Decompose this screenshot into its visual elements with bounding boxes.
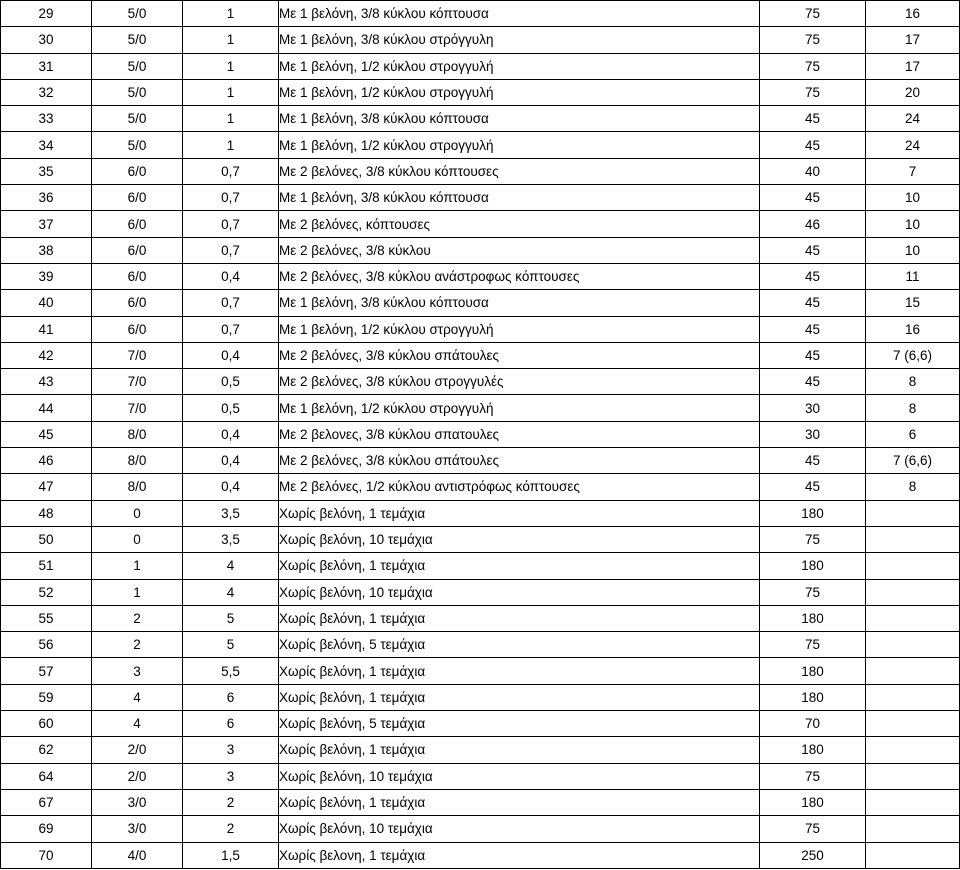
cell-description: Χωρίς βελόνη, 10 τεμάχια <box>279 526 760 552</box>
cell-code: 62 <box>1 737 92 763</box>
cell-length: 0,7 <box>183 185 279 211</box>
cell-size: 4/0 <box>92 842 183 868</box>
cell-description: Με 2 βελόνες, 1/2 κύκλου αντιστρόφως κόπτουσες <box>279 474 760 500</box>
cell-value-a: 46 <box>760 211 866 237</box>
cell-description: Με 2 βελόνες, 3/8 κύκλου σπάτουλες <box>279 342 760 368</box>
cell-description: Με 2 βελόνες, 3/8 κύκλου κόπτουσες <box>279 158 760 184</box>
cell-size: 5/0 <box>92 1 183 27</box>
cell-size: 6/0 <box>92 237 183 263</box>
cell-code: 70 <box>1 842 92 868</box>
cell-description: Χωρίς βελόνη, 1 τεμάχια <box>279 737 760 763</box>
cell-description: Με 2 βελόνες, 3/8 κύκλου ανάστροφως κόπτουσες <box>279 263 760 289</box>
cell-length: 6 <box>183 684 279 710</box>
table-row <box>1 237 960 263</box>
cell-value-a: 45 <box>760 474 866 500</box>
cell-description: Χωρίς βελόνη, 5 τεμάχια <box>279 711 760 737</box>
cell-length: 0,4 <box>183 342 279 368</box>
cell-length: 4 <box>183 579 279 605</box>
cell-code: 36 <box>1 185 92 211</box>
table-row <box>1 579 960 605</box>
cell-value-b <box>866 737 960 763</box>
cell-code: 31 <box>1 53 92 79</box>
cell-code: 64 <box>1 763 92 789</box>
cell-size: 8/0 <box>92 421 183 447</box>
cell-size: 1 <box>92 553 183 579</box>
cell-value-a: 45 <box>760 448 866 474</box>
cell-length: 3 <box>183 763 279 789</box>
table-row <box>1 290 960 316</box>
cell-value-a: 45 <box>760 106 866 132</box>
cell-value-b: 7 <box>866 158 960 184</box>
cell-size: 4 <box>92 684 183 710</box>
cell-value-b: 20 <box>866 79 960 105</box>
cell-length: 6 <box>183 711 279 737</box>
cell-code: 55 <box>1 605 92 631</box>
cell-code: 50 <box>1 526 92 552</box>
cell-size: 5/0 <box>92 53 183 79</box>
cell-value-a: 75 <box>760 53 866 79</box>
table-row <box>1 605 960 631</box>
table-row <box>1 816 960 842</box>
table-row <box>1 789 960 815</box>
table-row <box>1 211 960 237</box>
cell-length: 1 <box>183 132 279 158</box>
cell-size: 3/0 <box>92 789 183 815</box>
cell-code: 48 <box>1 500 92 526</box>
cell-code: 59 <box>1 684 92 710</box>
cell-size: 5/0 <box>92 79 183 105</box>
cell-description: Με 1 βελόνη, 3/8 κύκλου κόπτουσα <box>279 1 760 27</box>
cell-description: Με 1 βελόνη, 3/8 κύκλου στρόγγυλη <box>279 27 760 53</box>
cell-length: 0,4 <box>183 448 279 474</box>
table-row <box>1 316 960 342</box>
table-row <box>1 684 960 710</box>
cell-description: Χωρίς βελόνη, 1 τεμάχια <box>279 500 760 526</box>
cell-value-b <box>866 500 960 526</box>
cell-value-b: 8 <box>866 395 960 421</box>
cell-length: 3 <box>183 737 279 763</box>
cell-code: 39 <box>1 263 92 289</box>
cell-size: 3 <box>92 658 183 684</box>
cell-description: Χωρίς βελόνη, 10 τεμάχια <box>279 816 760 842</box>
cell-value-b: 6 <box>866 421 960 447</box>
cell-code: 29 <box>1 1 92 27</box>
cell-value-b: 8 <box>866 369 960 395</box>
cell-value-b <box>866 553 960 579</box>
cell-value-a: 75 <box>760 79 866 105</box>
cell-value-a: 75 <box>760 579 866 605</box>
cell-size: 5/0 <box>92 27 183 53</box>
cell-description: Χωρίς βελόνη, 10 τεμάχια <box>279 579 760 605</box>
cell-value-a: 30 <box>760 421 866 447</box>
table-row <box>1 342 960 368</box>
cell-value-a: 45 <box>760 369 866 395</box>
cell-value-b <box>866 711 960 737</box>
cell-length: 1 <box>183 53 279 79</box>
cell-description: Με 1 βελόνη, 1/2 κύκλου στρογγυλή <box>279 132 760 158</box>
cell-description: Με 1 βελόνη, 1/2 κύκλου στρογγυλή <box>279 79 760 105</box>
cell-length: 5 <box>183 605 279 631</box>
cell-description: Χωρίς βελόνη, 1 τεμάχια <box>279 605 760 631</box>
cell-value-a: 180 <box>760 789 866 815</box>
cell-value-b <box>866 763 960 789</box>
cell-size: 2/0 <box>92 763 183 789</box>
cell-value-b: 15 <box>866 290 960 316</box>
cell-size: 1 <box>92 579 183 605</box>
cell-size: 4 <box>92 711 183 737</box>
table-body <box>1 1 960 869</box>
cell-description: Με 1 βελόνη, 3/8 κύκλου κόπτουσα <box>279 290 760 316</box>
cell-value-b: 8 <box>866 474 960 500</box>
table-row <box>1 553 960 579</box>
cell-value-a: 180 <box>760 658 866 684</box>
cell-length: 0,4 <box>183 421 279 447</box>
cell-description: Με 1 βελόνη, 3/8 κύκλου κόπτουσα <box>279 106 760 132</box>
cell-code: 37 <box>1 211 92 237</box>
cell-length: 5,5 <box>183 658 279 684</box>
cell-value-a: 75 <box>760 816 866 842</box>
cell-value-b: 7 (6,6) <box>866 342 960 368</box>
cell-length: 1,5 <box>183 842 279 868</box>
cell-description: Χωρίς βελονη, 1 τεμάχια <box>279 842 760 868</box>
cell-length: 3,5 <box>183 500 279 526</box>
cell-description: Με 2 βελόνες, 3/8 κύκλου στρογγυλές <box>279 369 760 395</box>
cell-code: 34 <box>1 132 92 158</box>
table-row <box>1 842 960 868</box>
table-row <box>1 395 960 421</box>
cell-code: 35 <box>1 158 92 184</box>
table-row <box>1 632 960 658</box>
cell-value-b: 10 <box>866 185 960 211</box>
cell-size: 7/0 <box>92 342 183 368</box>
cell-description: Χωρίς βελόνη, 1 τεμάχια <box>279 553 760 579</box>
cell-value-a: 180 <box>760 737 866 763</box>
cell-code: 57 <box>1 658 92 684</box>
cell-description: Χωρίς βελόνη, 1 τεμάχια <box>279 684 760 710</box>
cell-size: 0 <box>92 526 183 552</box>
cell-code: 46 <box>1 448 92 474</box>
cell-size: 5/0 <box>92 132 183 158</box>
cell-size: 8/0 <box>92 448 183 474</box>
cell-length: 0,4 <box>183 263 279 289</box>
cell-code: 56 <box>1 632 92 658</box>
cell-length: 0,4 <box>183 474 279 500</box>
cell-value-b: 17 <box>866 53 960 79</box>
cell-size: 5/0 <box>92 106 183 132</box>
cell-code: 51 <box>1 553 92 579</box>
cell-value-b <box>866 579 960 605</box>
cell-description: Με 1 βελόνη, 1/2 κύκλου στρογγυλή <box>279 53 760 79</box>
cell-size: 6/0 <box>92 263 183 289</box>
cell-code: 52 <box>1 579 92 605</box>
cell-value-a: 75 <box>760 27 866 53</box>
cell-description: Χωρίς βελόνη, 1 τεμάχια <box>279 789 760 815</box>
cell-value-a: 180 <box>760 605 866 631</box>
cell-value-b <box>866 816 960 842</box>
cell-code: 38 <box>1 237 92 263</box>
cell-code: 41 <box>1 316 92 342</box>
table-row <box>1 27 960 53</box>
cell-value-b: 7 (6,6) <box>866 448 960 474</box>
cell-description: Με 1 βελόνη, 3/8 κύκλου κόπτουσα <box>279 185 760 211</box>
cell-value-b: 10 <box>866 237 960 263</box>
cell-size: 2 <box>92 605 183 631</box>
cell-length: 2 <box>183 789 279 815</box>
table-row <box>1 369 960 395</box>
table-row <box>1 737 960 763</box>
table-row <box>1 526 960 552</box>
cell-value-b <box>866 789 960 815</box>
cell-length: 5 <box>183 632 279 658</box>
cell-description: Με 2 βελονες, 3/8 κύκλου σπατουλες <box>279 421 760 447</box>
cell-value-a: 30 <box>760 395 866 421</box>
cell-value-b <box>866 605 960 631</box>
cell-size: 6/0 <box>92 290 183 316</box>
table-row <box>1 132 960 158</box>
cell-value-b: 10 <box>866 211 960 237</box>
cell-value-a: 45 <box>760 316 866 342</box>
cell-value-b: 24 <box>866 106 960 132</box>
cell-length: 0,5 <box>183 369 279 395</box>
table-row <box>1 263 960 289</box>
cell-size: 6/0 <box>92 158 183 184</box>
cell-length: 0,7 <box>183 316 279 342</box>
cell-length: 2 <box>183 816 279 842</box>
cell-value-b <box>866 684 960 710</box>
cell-description: Χωρίς βελόνη, 5 τεμάχια <box>279 632 760 658</box>
cell-value-b: 17 <box>866 27 960 53</box>
cell-code: 43 <box>1 369 92 395</box>
cell-code: 30 <box>1 27 92 53</box>
table-row <box>1 474 960 500</box>
table-row <box>1 53 960 79</box>
cell-length: 0,7 <box>183 237 279 263</box>
cell-size: 6/0 <box>92 211 183 237</box>
cell-description: Χωρίς βελόνη, 10 τεμάχια <box>279 763 760 789</box>
cell-value-b: 11 <box>866 263 960 289</box>
cell-value-a: 180 <box>760 500 866 526</box>
cell-code: 40 <box>1 290 92 316</box>
table-row <box>1 658 960 684</box>
cell-value-a: 180 <box>760 684 866 710</box>
cell-value-a: 70 <box>760 711 866 737</box>
cell-code: 47 <box>1 474 92 500</box>
cell-value-a: 45 <box>760 237 866 263</box>
cell-size: 2/0 <box>92 737 183 763</box>
cell-value-a: 45 <box>760 342 866 368</box>
cell-length: 4 <box>183 553 279 579</box>
cell-value-b: 16 <box>866 316 960 342</box>
cell-description: Με 2 βελόνες, 3/8 κύκλου <box>279 237 760 263</box>
cell-length: 1 <box>183 27 279 53</box>
table-row <box>1 185 960 211</box>
cell-length: 1 <box>183 79 279 105</box>
cell-code: 69 <box>1 816 92 842</box>
table-row <box>1 500 960 526</box>
cell-length: 3,5 <box>183 526 279 552</box>
table-row <box>1 421 960 447</box>
cell-code: 33 <box>1 106 92 132</box>
cell-code: 45 <box>1 421 92 447</box>
cell-code: 44 <box>1 395 92 421</box>
cell-value-a: 75 <box>760 763 866 789</box>
cell-length: 1 <box>183 106 279 132</box>
cell-size: 6/0 <box>92 185 183 211</box>
table-row <box>1 448 960 474</box>
cell-length: 0,7 <box>183 158 279 184</box>
cell-length: 0,7 <box>183 290 279 316</box>
cell-value-a: 45 <box>760 263 866 289</box>
cell-value-b <box>866 526 960 552</box>
cell-code: 60 <box>1 711 92 737</box>
cell-code: 67 <box>1 789 92 815</box>
cell-description: Με 2 βελόνες, κόπτουσες <box>279 211 760 237</box>
cell-value-a: 45 <box>760 290 866 316</box>
cell-value-a: 45 <box>760 132 866 158</box>
table-row <box>1 79 960 105</box>
cell-value-b: 24 <box>866 132 960 158</box>
cell-value-b <box>866 842 960 868</box>
cell-value-b <box>866 632 960 658</box>
cell-size: 3/0 <box>92 816 183 842</box>
cell-value-a: 75 <box>760 1 866 27</box>
table-row <box>1 1 960 27</box>
cell-size: 2 <box>92 632 183 658</box>
cell-length: 0,7 <box>183 211 279 237</box>
cell-size: 8/0 <box>92 474 183 500</box>
cell-size: 7/0 <box>92 369 183 395</box>
cell-description: Χωρίς βελόνη, 1 τεμάχια <box>279 658 760 684</box>
table-row <box>1 106 960 132</box>
cell-description: Με 2 βελόνες, 3/8 κύκλου σπάτουλες <box>279 448 760 474</box>
cell-description: Με 1 βελόνη, 1/2 κύκλου στρογγυλή <box>279 395 760 421</box>
cell-length: 0,5 <box>183 395 279 421</box>
cell-value-b: 16 <box>866 1 960 27</box>
table-row <box>1 158 960 184</box>
table-row <box>1 763 960 789</box>
cell-size: 6/0 <box>92 316 183 342</box>
cell-length: 1 <box>183 1 279 27</box>
cell-value-a: 45 <box>760 185 866 211</box>
cell-value-a: 40 <box>760 158 866 184</box>
cell-value-a: 75 <box>760 526 866 552</box>
cell-value-a: 75 <box>760 632 866 658</box>
cell-value-b <box>866 658 960 684</box>
cell-description: Με 1 βελόνη, 1/2 κύκλου στρογγυλή <box>279 316 760 342</box>
cell-size: 0 <box>92 500 183 526</box>
cell-value-a: 250 <box>760 842 866 868</box>
cell-code: 32 <box>1 79 92 105</box>
table-row <box>1 711 960 737</box>
cell-size: 7/0 <box>92 395 183 421</box>
cell-value-a: 180 <box>760 553 866 579</box>
cell-code: 42 <box>1 342 92 368</box>
